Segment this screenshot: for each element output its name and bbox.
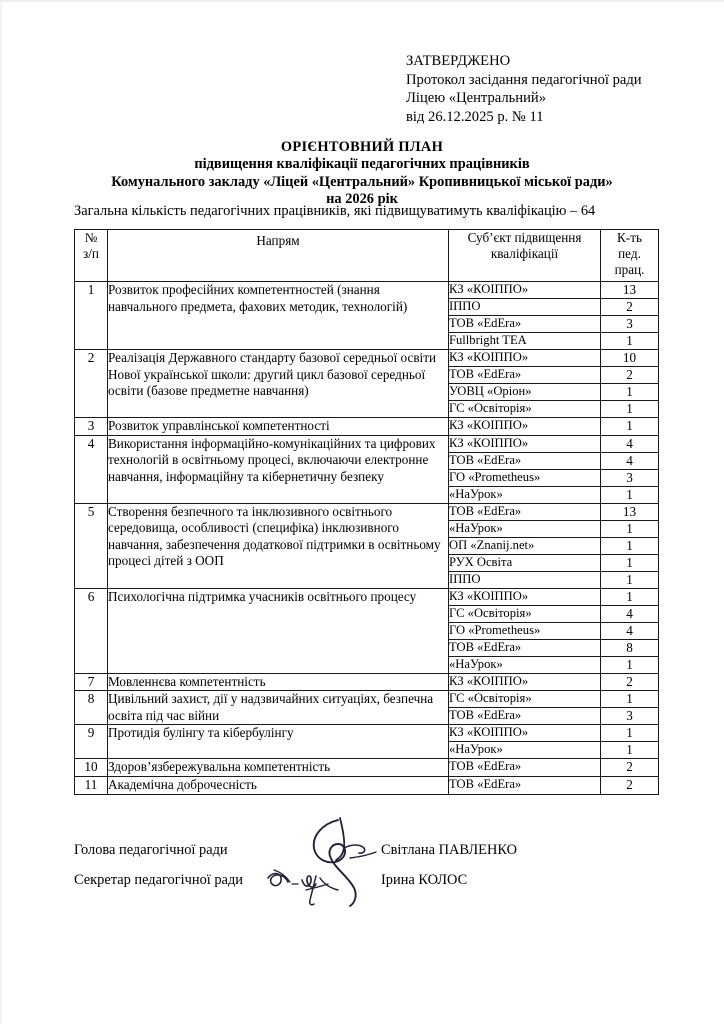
qualification-plan-table bbox=[74, 229, 659, 795]
table-body bbox=[75, 282, 659, 795]
count-cell: 1 bbox=[601, 384, 659, 401]
signature-name-secretary: Ірина КОЛОС bbox=[381, 872, 468, 888]
table-row bbox=[75, 673, 659, 691]
direction-cell: Академічна доброчесність bbox=[108, 776, 449, 794]
table-row bbox=[75, 350, 659, 367]
row-number-cell: 2 bbox=[75, 350, 108, 418]
count-cell: 1 bbox=[601, 656, 659, 673]
subject-cell: ГС «Освіторія» bbox=[449, 401, 601, 418]
row-number-cell: 6 bbox=[75, 588, 108, 673]
page-title: ОРІЄНТОВНИЙ ПЛАН bbox=[280, 139, 444, 155]
row-number-cell: 9 bbox=[75, 725, 108, 759]
header-direction: Напрям bbox=[108, 230, 449, 282]
table-row bbox=[75, 725, 659, 742]
subject-cell: «НаУрок» bbox=[449, 486, 601, 503]
subject-cell: КЗ «КОІППО» bbox=[449, 350, 601, 367]
count-cell: 1 bbox=[601, 520, 659, 537]
subject-cell: ТОВ «EdEra» bbox=[449, 367, 601, 384]
document-title-block bbox=[0, 139, 724, 209]
row-number-cell: 5 bbox=[75, 503, 108, 588]
signature-row-secretary bbox=[74, 870, 674, 896]
count-cell: 10 bbox=[601, 350, 659, 367]
subject-cell: Fullbright TEA bbox=[449, 333, 601, 350]
count-cell: 4 bbox=[601, 622, 659, 639]
direction-cell: Цивільний захист, дії у надзвичайних ситуаціях, безпечна освіта під час війни bbox=[108, 691, 449, 725]
direction-cell: Створення безпечного та інклюзивного освітнього середовища, особливості (специфіка) інклюзивного навчання, забезпечення додаткової підтримки в освітньому процесі дітей з ООП bbox=[108, 503, 449, 588]
total-staff-line: Загальна кількість педагогічних працівників, які підвищуватимуть кваліфікацію – 64 bbox=[74, 203, 596, 219]
subject-cell: ГС «Освіторія» bbox=[449, 691, 601, 708]
direction-cell: Використання інформаційно-комунікаційних та цифрових технологій в освітньому процесі, включаючи електронне навчання, інформаційну та кібернетичну безпеку bbox=[108, 435, 449, 503]
count-cell: 4 bbox=[601, 435, 659, 452]
count-cell: 1 bbox=[601, 571, 659, 588]
subject-cell: ТОВ «EdEra» bbox=[449, 776, 601, 794]
count-cell: 1 bbox=[601, 486, 659, 503]
header-subject: Суб’єкт підвищення кваліфікації bbox=[449, 230, 601, 282]
approval-line-1: ЗАТВЕРДЖЕНО bbox=[406, 53, 511, 69]
count-cell: 2 bbox=[601, 299, 659, 316]
table-row bbox=[75, 418, 659, 436]
count-cell: 1 bbox=[601, 691, 659, 708]
direction-cell: Психологічна підтримка учасників освітнього процесу bbox=[108, 588, 449, 673]
title-subtitle: підвищення кваліфікації педагогічних працівників bbox=[194, 156, 530, 173]
table-row bbox=[75, 588, 659, 605]
row-number-cell: 8 bbox=[75, 691, 108, 725]
subject-cell: КЗ «КОІППО» bbox=[449, 725, 601, 742]
direction-cell: Протидія булінгу та кібербулінгу bbox=[108, 725, 449, 759]
count-cell: 1 bbox=[601, 537, 659, 554]
approval-line-4: від 26.12.2025 р. № 11 bbox=[406, 108, 544, 125]
title-institution: Комунального закладу «Ліцей «Центральний» Кропивницької міської ради» bbox=[111, 173, 613, 190]
row-number-cell: 10 bbox=[75, 759, 108, 777]
subject-cell: КЗ «КОІППО» bbox=[449, 588, 601, 605]
signature-block bbox=[74, 836, 674, 906]
subject-cell: «НаУрок» bbox=[449, 520, 601, 537]
count-cell: 3 bbox=[601, 316, 659, 333]
count-cell: 2 bbox=[601, 367, 659, 384]
count-cell: 4 bbox=[601, 452, 659, 469]
subject-cell: КЗ «КОІППО» bbox=[449, 673, 601, 691]
table-row bbox=[75, 282, 659, 299]
direction-cell: Мовленнєва компетентність bbox=[108, 673, 449, 691]
signature-row-chair bbox=[74, 840, 674, 866]
table-row bbox=[75, 776, 659, 794]
count-cell: 3 bbox=[601, 469, 659, 486]
subject-cell: КЗ «КОІППО» bbox=[449, 418, 601, 436]
approval-line-3: Лiцею «Центральний» bbox=[406, 90, 547, 107]
row-number-cell: 3 bbox=[75, 418, 108, 436]
table-header-row bbox=[75, 230, 659, 282]
approval-line-2: Протокол засідання педагогічної ради bbox=[406, 71, 642, 88]
row-number-cell: 4 bbox=[75, 435, 108, 503]
subject-cell: ТОВ «EdEra» bbox=[449, 452, 601, 469]
count-cell: 1 bbox=[601, 588, 659, 605]
subject-cell: ТОВ «EdEra» bbox=[449, 759, 601, 777]
header-count: К-ть пед. прац. bbox=[601, 230, 659, 282]
subject-cell: ІППО bbox=[449, 571, 601, 588]
table-row bbox=[75, 759, 659, 777]
subject-cell: УОВЦ «Оріон» bbox=[449, 384, 601, 401]
direction-cell: Розвиток професійних компетентностей (знання навчального предмета, фахових методик, технологій) bbox=[108, 282, 449, 350]
signature-role-secretary: Секретар педагогічної ради bbox=[74, 872, 243, 888]
count-cell: 2 bbox=[601, 776, 659, 794]
subject-cell: ТОВ «EdEra» bbox=[449, 639, 601, 656]
count-cell: 13 bbox=[601, 282, 659, 299]
subject-cell: «НаУрок» bbox=[449, 656, 601, 673]
subject-cell: ТОВ «EdEra» bbox=[449, 503, 601, 520]
direction-cell: Розвиток управлінської компетентності bbox=[108, 418, 449, 436]
subject-cell: ГС «Освіторія» bbox=[449, 605, 601, 622]
count-cell: 1 bbox=[601, 725, 659, 742]
subject-cell: РУХ Освіта bbox=[449, 554, 601, 571]
approval-block bbox=[406, 52, 706, 126]
signature-role-chair: Голова педагогічної ради bbox=[74, 842, 228, 858]
direction-cell: Реалізація Державного стандарту базової середньої освіти Нової української школи: другий цикл базової середньої освіти (базове предметне навчання) bbox=[108, 350, 449, 418]
count-cell: 1 bbox=[601, 418, 659, 436]
subject-cell: ГО «Prometheus» bbox=[449, 469, 601, 486]
subject-cell: «НаУрок» bbox=[449, 742, 601, 759]
row-number-cell: 11 bbox=[75, 776, 108, 794]
table-row bbox=[75, 691, 659, 708]
count-cell: 2 bbox=[601, 759, 659, 777]
count-cell: 3 bbox=[601, 708, 659, 725]
subject-cell: КЗ «КОІППО» bbox=[449, 435, 601, 452]
subject-cell: ГО «Prometheus» bbox=[449, 622, 601, 639]
count-cell: 4 bbox=[601, 605, 659, 622]
title-year: на 2026 рік bbox=[326, 191, 398, 208]
subject-cell: ОП «Znanij.net» bbox=[449, 537, 601, 554]
count-cell: 1 bbox=[601, 554, 659, 571]
direction-cell: Здоров’язбережувальна компетентність bbox=[108, 759, 449, 777]
subject-cell: ІППО bbox=[449, 299, 601, 316]
row-number-cell: 7 bbox=[75, 673, 108, 691]
count-cell: 13 bbox=[601, 503, 659, 520]
subject-cell: ТОВ «EdEra» bbox=[449, 316, 601, 333]
table-row bbox=[75, 503, 659, 520]
count-cell: 1 bbox=[601, 401, 659, 418]
row-number-cell: 1 bbox=[75, 282, 108, 350]
subject-cell: КЗ «КОІППО» bbox=[449, 282, 601, 299]
count-cell: 1 bbox=[601, 333, 659, 350]
subject-cell: ТОВ «EdEra» bbox=[449, 708, 601, 725]
count-cell: 8 bbox=[601, 639, 659, 656]
signature-name-chair: Світлана ПАВЛЕНКО bbox=[381, 842, 517, 858]
header-number: № з/п bbox=[75, 230, 108, 282]
table-row bbox=[75, 435, 659, 452]
count-cell: 2 bbox=[601, 673, 659, 691]
count-cell: 1 bbox=[601, 742, 659, 759]
